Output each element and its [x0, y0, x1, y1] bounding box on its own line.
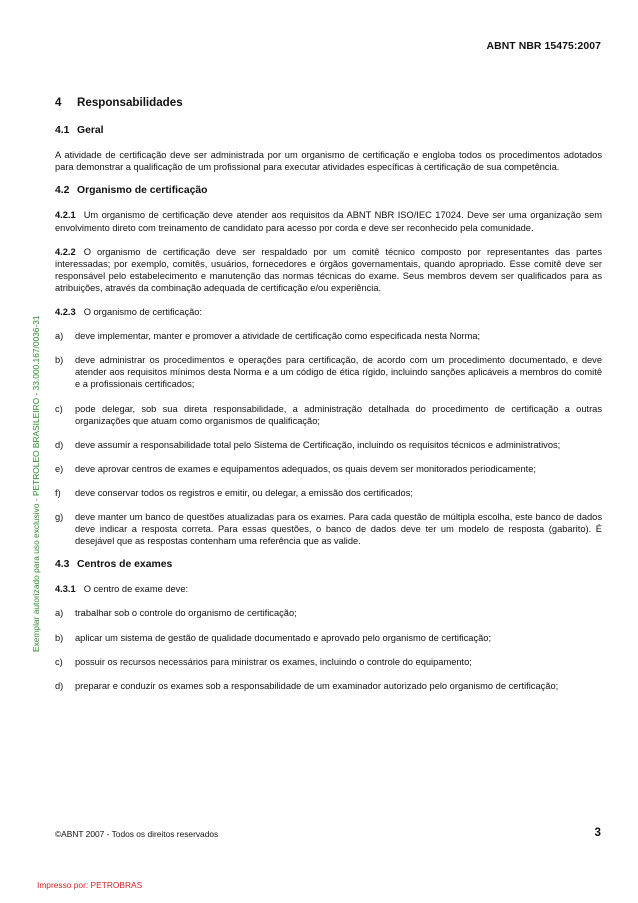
clause-text: Um organismo de certificação deve atender aos requisitos da ABNT NBR ISO/IEC 17024. Deve ser uma organização sem envolvimento direto com treinamento de candidato para acesso por corda e deve ser reconhecido pela comunidade.: [55, 210, 602, 233]
section-4-3-heading: [55, 559, 602, 571]
list-item: [55, 680, 602, 692]
section-title: Geral: [77, 125, 104, 137]
list-item: [55, 330, 602, 342]
printed-by-notice: Impresso por: PETROBRAS: [37, 880, 143, 890]
list-letter: e): [55, 463, 64, 474]
document-body: [55, 97, 602, 704]
list-letter: d): [55, 680, 64, 691]
copyright-notice: ©ABNT 2007 - Todos os direitos reservados: [55, 829, 219, 839]
section-title: Responsabilidades: [77, 96, 183, 109]
list-item: [55, 632, 602, 644]
clause-text: O organismo de certificação deve ser respaldado por um comitê técnico composto por representantes das partes interessadas; por exemplo, comitês, usuários, fornecedores e órgãos governamentais, quando apropriado. Esse comitê deve ser responsável pelo estabelecimento e manutenção das normas técnicas do exame. Seus membros devem ser qualificados para as atribuições, através da combinação adequada de certificação e/ou experiência.: [55, 246, 602, 293]
section-number: 4.3: [55, 559, 70, 571]
list-text: deve aprovar centros de exames e equipamentos adequados, os quais devem ser monitorados periodicamente;: [75, 463, 536, 474]
section-title: Organismo de certificação: [77, 185, 208, 197]
section-number: 4.1: [55, 125, 70, 137]
list-item: [55, 607, 602, 619]
list-text: preparar e conduzir os exames sob a responsabilidade de um examinador autorizado pelo organismo de certificação;: [75, 680, 559, 691]
list-4-3-1: [55, 607, 602, 691]
clause-4-2-2: [55, 246, 602, 294]
clause-4-2-3: [55, 306, 602, 318]
list-item: [55, 354, 602, 390]
list-item: [55, 656, 602, 668]
section-title: Centros de exames: [77, 559, 173, 571]
clause-4-3-1: [55, 583, 602, 595]
list-letter: d): [55, 439, 64, 450]
list-text: aplicar um sistema de gestão de qualidade documentado e aprovado pelo organismo de certificação;: [75, 632, 492, 643]
list-letter: c): [55, 403, 63, 414]
list-text: deve implementar, manter e promover a atividade de certificação como especificada nesta Norma;: [75, 331, 481, 342]
list-letter: f): [55, 487, 61, 498]
clause-number: 4.2.3: [55, 307, 76, 318]
list-text: trabalhar sob o controle do organismo de certificação;: [75, 608, 297, 619]
clause-text: O organismo de certificação:: [83, 307, 203, 318]
section-number: 4: [55, 96, 62, 109]
page-number: 3: [594, 826, 601, 839]
list-text: deve assumir a responsabilidade total pelo Sistema de Certificação, incluindo os requisitos técnicos e administrativos;: [75, 439, 561, 450]
list-text: deve administrar os procedimentos e operações para certificação, de acordo com um procedimento documentado, e deve atender aos requisitos mínimos desta Norma e a um código de ética rígido, incluindo sanções aplicáveis a membros do comitê e a profissionais certificados;: [75, 355, 602, 390]
list-item: [55, 439, 602, 451]
section-4-heading: [55, 97, 602, 109]
license-watermark: Exemplar autorizado para uso exclusivo - PETROLEO BRASILEIRO - 33.000.167/0036-31: [31, 315, 41, 652]
list-item: [55, 511, 602, 547]
list-letter: b): [55, 355, 64, 366]
list-item: [55, 403, 602, 427]
list-letter: g): [55, 511, 64, 522]
section-4-1-paragraph: A atividade de certificação deve ser administrada por um organismo de certificação e engloba todos os procedimentos adotados para demonstrar a qualificação de um profissional para executar atividades específicas à certificação de sua competência.: [55, 150, 602, 173]
list-text: deve conservar todos os registros e emitir, ou delegar, a emissão dos certificados;: [75, 487, 413, 498]
section-4-1-heading: [55, 125, 602, 137]
list-letter: a): [55, 331, 64, 342]
list-item: [55, 487, 602, 499]
list-letter: a): [55, 608, 64, 619]
list-letter: b): [55, 632, 64, 643]
clause-number: 4.2.1: [55, 210, 76, 221]
clause-4-2-1: [55, 209, 602, 233]
list-text: deve manter um banco de questões atualizadas para os exames. Para cada questão de múltipla escolha, este banco de dados deve indicar a resposta correta. Para essas questões, o banco de dados deve ter um modelo de resposta (gabarito). É desejável que as respostas contenham uma referência que as valide.: [75, 511, 602, 547]
list-item: [55, 463, 602, 475]
standard-header: ABNT NBR 15475:2007: [486, 41, 601, 52]
list-4-2-3: [55, 330, 602, 547]
list-letter: c): [55, 656, 63, 667]
section-4-2-heading: [55, 185, 602, 197]
list-text: possuir os recursos necessários para ministrar os exames, incluindo o controle do equipamento;: [75, 656, 472, 667]
section-number: 4.2: [55, 185, 70, 197]
clause-number: 4.2.2: [55, 246, 76, 257]
clause-text: O centro de exame deve:: [83, 584, 189, 595]
list-text: pode delegar, sob sua direta responsabilidade, a administração detalhada do procedimento de certificação a outras organizações que atuam como organismos de qualificação;: [75, 403, 602, 426]
clause-number: 4.3.1: [55, 584, 76, 595]
